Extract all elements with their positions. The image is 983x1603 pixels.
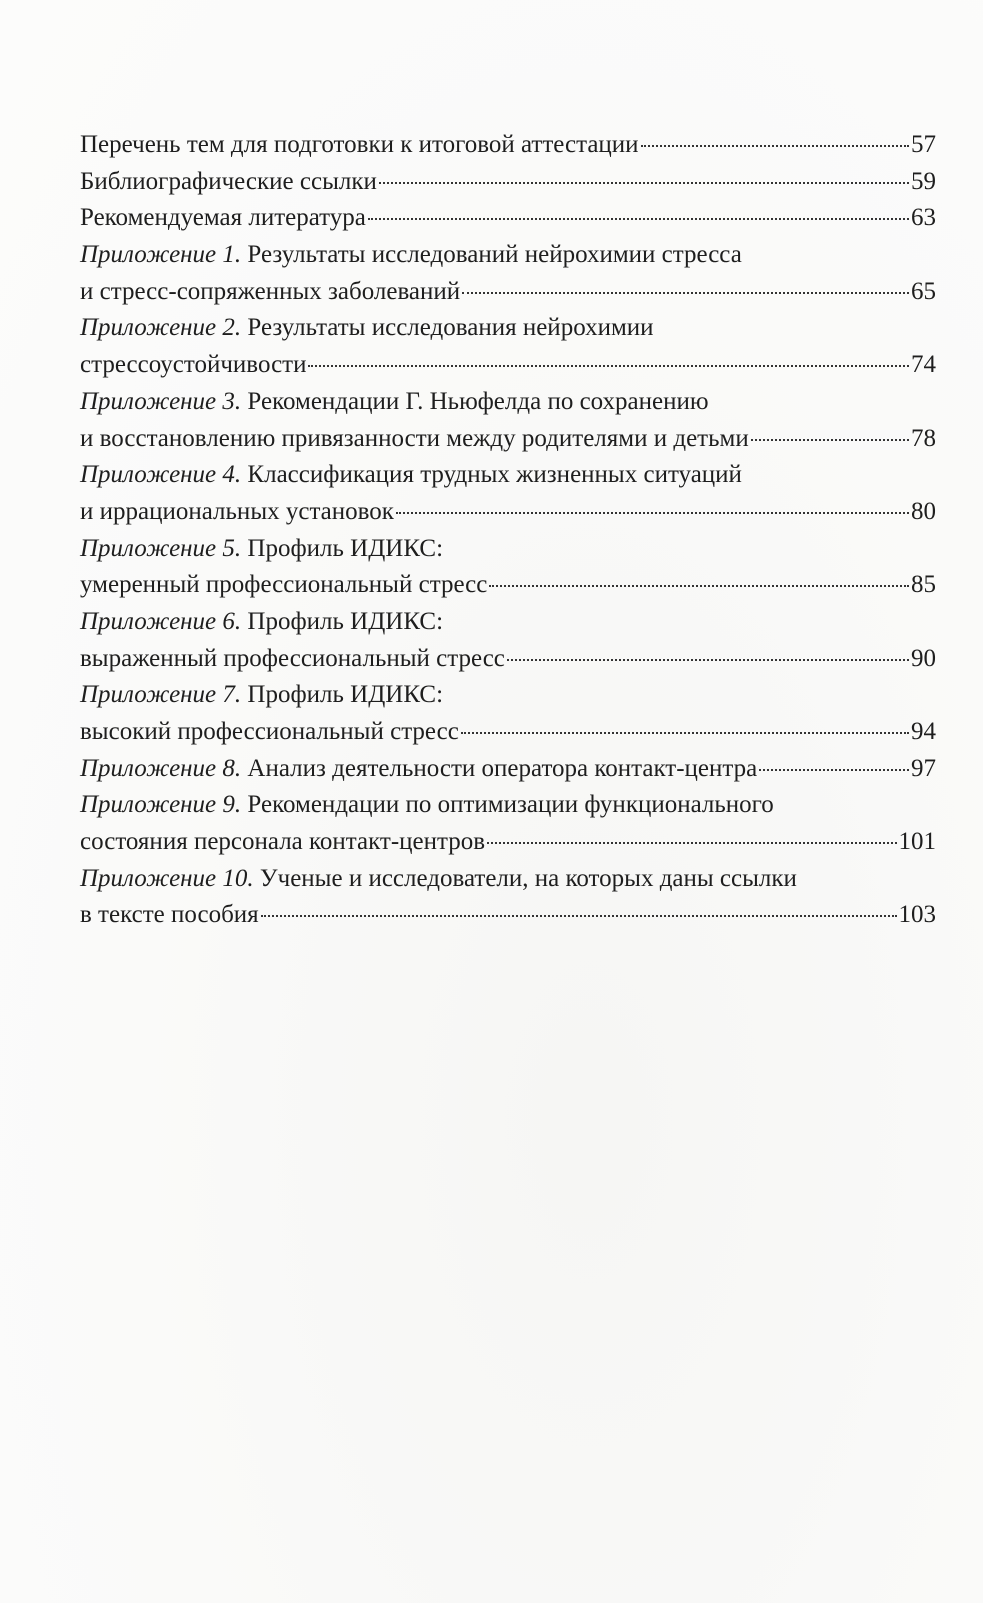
entry-title-continuation: выраженный профессиональный стресс — [80, 644, 505, 672]
appendix-label: Приложение 2. — [80, 314, 242, 342]
dot-leader — [489, 585, 909, 587]
page-number: 85 — [911, 571, 936, 599]
page-number: 97 — [911, 754, 936, 782]
appendix-label: Приложение 4. — [80, 461, 242, 489]
toc-entry[interactable] — [80, 200, 936, 237]
toc-entry[interactable] — [80, 310, 936, 383]
toc-line — [80, 237, 936, 274]
entry-title: Профиль ИДИКС: — [241, 534, 444, 562]
toc-line — [80, 714, 936, 751]
dot-leader — [487, 842, 896, 844]
toc-line — [80, 604, 936, 641]
table-of-contents — [80, 127, 936, 934]
toc-line — [80, 531, 936, 568]
dot-leader — [759, 769, 909, 771]
toc-entry[interactable] — [80, 384, 936, 457]
entry-title-first-line — [80, 604, 443, 641]
entry-title: Рекомендации по оптимизации функционального — [241, 791, 774, 819]
entry-title-continuation: состояния персонала контакт-центров — [80, 828, 486, 856]
entry-title: Рекомендуемая литература — [80, 204, 366, 232]
toc-entry[interactable] — [80, 604, 936, 677]
toc-line — [80, 347, 936, 384]
appendix-label: Приложение 5. — [80, 534, 242, 562]
appendix-label: Приложение 8. — [80, 754, 242, 782]
toc-line — [80, 494, 936, 531]
toc-entry[interactable] — [80, 237, 936, 310]
toc-line — [80, 787, 936, 824]
page-number: 94 — [911, 718, 936, 745]
appendix-label: Приложение 7. — [80, 681, 242, 709]
toc-entry[interactable] — [80, 531, 936, 604]
toc-line — [80, 274, 936, 311]
toc-line — [80, 824, 936, 861]
toc-line — [80, 751, 936, 788]
dot-leader — [461, 732, 909, 734]
toc-line — [80, 127, 936, 164]
page-number: 74 — [911, 351, 936, 379]
entry-title-first-line — [80, 787, 774, 824]
page-number: 78 — [911, 424, 936, 452]
toc-line — [80, 164, 936, 201]
page-number: 65 — [911, 277, 936, 305]
appendix-label: Приложение 1. — [80, 241, 242, 269]
dot-leader — [261, 915, 897, 917]
appendix-label: Приложение 3. — [80, 387, 242, 415]
dot-leader — [308, 365, 909, 367]
entry-title-continuation: умеренный профессиональный стресс — [80, 571, 488, 599]
entry-title: Ученые и исследователи, на которых даны ссылки — [253, 864, 797, 892]
toc-line — [80, 421, 936, 458]
toc-entry[interactable] — [80, 164, 936, 201]
entry-title-first-line — [80, 384, 709, 421]
entry-title: Профиль ИДИКС: — [241, 607, 444, 635]
toc-line — [80, 861, 936, 898]
page-number: 59 — [911, 167, 936, 195]
entry-title-first-line — [80, 861, 797, 898]
entry-title-continuation: стрессоустойчивости — [80, 351, 307, 379]
toc-entry[interactable] — [80, 127, 936, 164]
dot-leader — [368, 218, 909, 220]
toc-entry[interactable] — [80, 457, 936, 530]
entry-title: Результаты исследований нейрохимии стресса — [241, 241, 742, 269]
toc-entry[interactable] — [80, 787, 936, 860]
entry-title-first-line — [80, 751, 757, 788]
page-number: 90 — [911, 644, 936, 672]
entry-title: Профиль ИДИКС: — [241, 681, 444, 709]
entry-title: Библиографические ссылки — [80, 167, 377, 195]
dot-leader — [751, 439, 909, 441]
entry-title-first-line — [80, 457, 742, 494]
entry-title-continuation: и иррациональных установок — [80, 497, 394, 525]
entry-title-continuation: и восстановлению привязанности между родителями и детьми — [80, 424, 749, 452]
dot-leader — [641, 145, 909, 147]
dot-leader — [396, 512, 909, 514]
appendix-label: Приложение 9. — [80, 791, 242, 819]
dot-leader — [507, 659, 909, 661]
entry-title-first-line — [80, 237, 742, 274]
page-number: 63 — [911, 204, 936, 232]
toc-line — [80, 677, 936, 714]
entry-title: Результаты исследования нейрохимии — [241, 314, 654, 342]
toc-line — [80, 457, 936, 494]
page-number: 101 — [898, 828, 936, 856]
entry-title-first-line — [80, 310, 654, 347]
entry-title-first-line — [80, 531, 443, 568]
toc-line — [80, 310, 936, 347]
entry-title-first-line — [80, 677, 443, 714]
entry-title: Рекомендации Г. Ньюфелда по сохранению — [241, 387, 709, 415]
page-number: 80 — [911, 497, 936, 525]
toc-line — [80, 384, 936, 421]
entry-title-continuation: высокий профессиональный стресс — [80, 718, 459, 745]
toc-line — [80, 200, 936, 237]
page-number: 57 — [911, 131, 936, 158]
dot-leader — [379, 182, 909, 184]
appendix-label: Приложение 10. — [80, 864, 254, 892]
entry-title-continuation: и стресс-сопряженных заболеваний — [80, 277, 461, 305]
appendix-label: Приложение 6. — [80, 607, 242, 635]
toc-entry[interactable] — [80, 861, 936, 934]
entry-title: Анализ деятельности оператора контакт-центра — [241, 754, 758, 782]
toc-entry[interactable] — [80, 677, 936, 750]
dot-leader — [462, 292, 909, 294]
toc-line — [80, 641, 936, 678]
entry-title: Перечень тем для подготовки к итоговой аттестации — [80, 131, 639, 158]
page-number: 103 — [898, 901, 936, 929]
entry-title-continuation: в тексте пособия — [80, 901, 259, 929]
entry-title: Классификация трудных жизненных ситуаций — [241, 461, 742, 489]
toc-line — [80, 897, 936, 934]
toc-entry[interactable] — [80, 751, 936, 788]
toc-line — [80, 567, 936, 604]
